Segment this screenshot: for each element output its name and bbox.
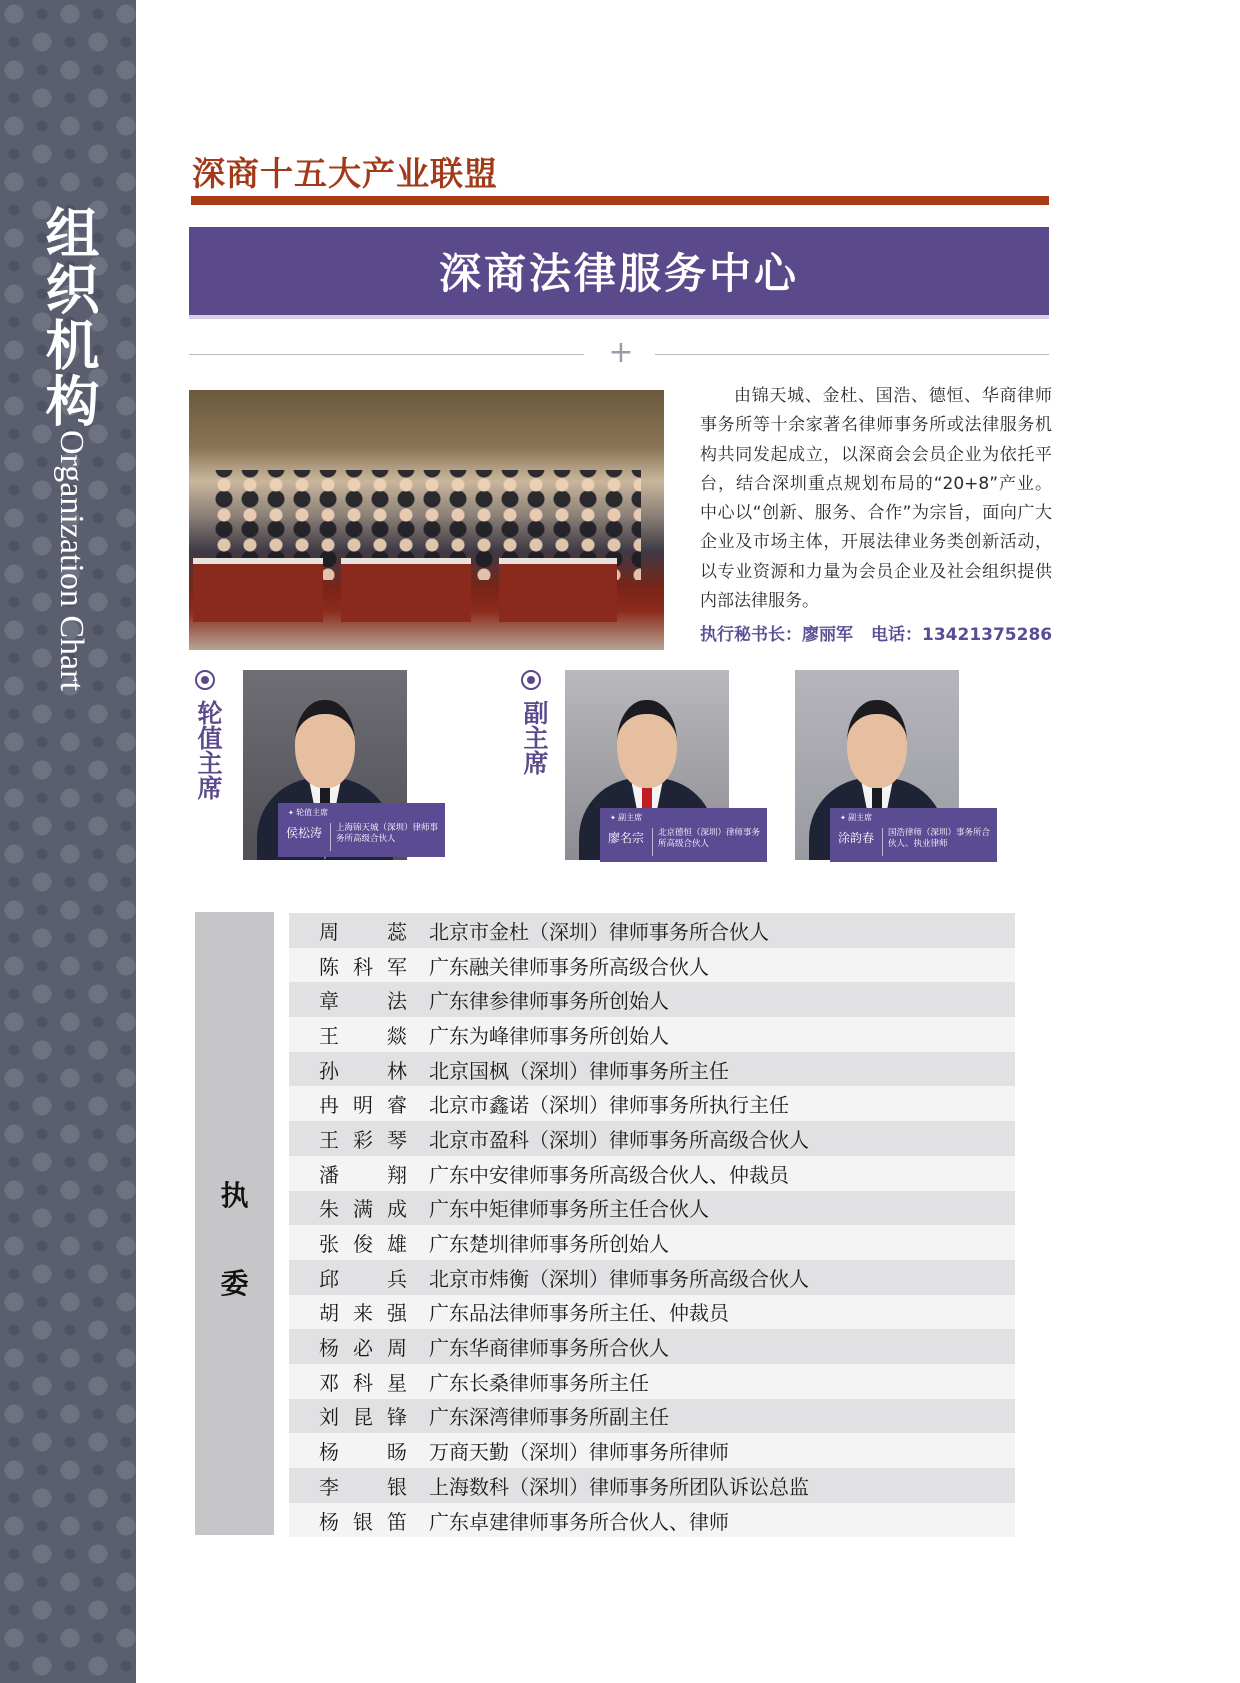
section-rule	[191, 196, 1049, 205]
member-org: 广东卓建律师事务所合伙人、律师	[429, 1509, 729, 1534]
member-name: 朱满成	[319, 1197, 407, 1222]
member-name: 冉明睿	[319, 1093, 407, 1118]
member-org: 广东华商律师事务所合伙人	[429, 1336, 669, 1361]
caption-name: 侯松涛	[286, 826, 323, 840]
banner-title: 深商法律服务中心	[438, 249, 799, 298]
caption-tag: ✦ 副主席	[610, 812, 642, 823]
caption-name: 涂韵春	[838, 831, 875, 845]
phone-number: 电话：13421375286	[871, 625, 1053, 645]
member-org: 广东品法律师事务所主任、仲裁员	[429, 1301, 729, 1326]
table-row	[289, 913, 1015, 948]
divider-left	[189, 354, 584, 355]
member-name: 邓科星	[319, 1370, 407, 1395]
member-name: 潘 翔	[319, 1162, 407, 1187]
member-name: 张俊雄	[319, 1232, 407, 1257]
caption-divider	[882, 828, 883, 856]
member-org: 北京市鑫诺（深圳）律师事务所执行主任	[429, 1093, 789, 1118]
member-name: 王彩琴	[319, 1127, 407, 1152]
member-org: 广东深湾律师事务所副主任	[429, 1405, 669, 1430]
caption-org: 国浩律师（深圳）事务所合伙人、执业律师	[888, 828, 991, 849]
executive-member-list	[289, 913, 1015, 1537]
role-label-vice-chair: 副主席	[520, 700, 549, 775]
caption-org: 上海锦天城（深圳）律师事务所高级合伙人	[336, 823, 439, 844]
member-name: 周 蕊	[319, 919, 407, 944]
member-name: 胡来强	[319, 1301, 407, 1326]
portrait-head	[847, 700, 907, 788]
member-name: 陈科军	[319, 954, 407, 979]
member-org: 广东为峰律师事务所创始人	[429, 1023, 669, 1048]
contact-line	[700, 620, 1052, 645]
member-name: 杨 旸	[319, 1440, 407, 1465]
member-org: 上海数科（深圳）律师事务所团队诉讼总监	[429, 1474, 809, 1499]
table-row	[289, 1364, 1015, 1399]
divider-right	[655, 354, 1049, 355]
member-name: 邱 兵	[319, 1266, 407, 1291]
member-name: 李 银	[319, 1474, 407, 1499]
member-org: 北京市盈科（深圳）律师事务所高级合伙人	[429, 1127, 809, 1152]
member-name: 章 法	[319, 989, 407, 1014]
table-row	[289, 1052, 1015, 1087]
table-row	[289, 1468, 1015, 1503]
table-row	[289, 1225, 1015, 1260]
table-row	[289, 1191, 1015, 1226]
executive-label-char: 委	[220, 1267, 249, 1300]
executive-label-char: 执	[220, 1179, 249, 1212]
table-row	[289, 1295, 1015, 1330]
target-icon	[195, 670, 215, 690]
group-photo-desk	[341, 558, 471, 622]
section-title: 深商十五大产业联盟	[192, 154, 498, 193]
table-row	[289, 1433, 1015, 1468]
member-name: 刘昆锋	[319, 1405, 407, 1430]
table-row	[289, 1017, 1015, 1052]
member-org: 广东中矩律师事务所主任合伙人	[429, 1197, 709, 1222]
member-name: 王 燚	[319, 1023, 407, 1048]
table-row	[289, 1121, 1015, 1156]
table-row	[289, 1156, 1015, 1191]
group-photo-desk	[193, 558, 323, 622]
member-name: 杨银笛	[319, 1509, 407, 1534]
caption-vice-chair-2	[830, 808, 997, 862]
table-row	[289, 982, 1015, 1017]
table-row	[289, 1260, 1015, 1295]
caption-divider	[652, 828, 653, 856]
sidebar-title-en: Organization Chart	[53, 430, 90, 691]
role-label-rotating-chair: 轮值主席	[194, 700, 223, 800]
member-org: 广东律参律师事务所创始人	[429, 989, 669, 1014]
member-org: 北京市炜衡（深圳）律师事务所高级合伙人	[429, 1266, 809, 1291]
caption-tag: ✦ 副主席	[840, 812, 872, 823]
table-row	[289, 1503, 1015, 1538]
caption-divider	[330, 823, 331, 851]
member-org: 广东楚圳律师事务所创始人	[429, 1232, 669, 1257]
table-row	[289, 1399, 1015, 1434]
member-name: 孙 林	[319, 1058, 407, 1083]
plus-icon: +	[608, 335, 634, 370]
group-photo	[189, 390, 664, 650]
executive-label-box	[195, 912, 274, 1535]
member-org: 北京国枫（深圳）律师事务所主任	[429, 1058, 729, 1083]
portrait-head	[617, 700, 677, 788]
sidebar-title-cn: 组织机构	[37, 205, 101, 429]
table-row	[289, 1329, 1015, 1364]
member-org: 广东中安律师事务所高级合伙人、仲裁员	[429, 1162, 789, 1187]
group-photo-desk	[499, 558, 617, 622]
member-name: 杨必周	[319, 1336, 407, 1361]
member-org: 北京市金杜（深圳）律师事务所合伙人	[429, 919, 769, 944]
table-row	[289, 948, 1015, 983]
caption-vice-chair-1	[600, 808, 767, 862]
member-org: 广东融关律师事务所高级合伙人	[429, 954, 709, 979]
member-org: 万商天勤（深圳）律师事务所律师	[429, 1440, 729, 1465]
caption-rotating-chair	[278, 803, 445, 857]
caption-name: 廖名宗	[608, 831, 645, 845]
secretary-general: 执行秘书长：廖丽军	[700, 625, 853, 645]
center-banner	[189, 227, 1049, 319]
caption-tag: ✦ 轮值主席	[288, 807, 328, 818]
member-org: 广东长桑律师事务所主任	[429, 1370, 649, 1395]
portrait-head	[295, 700, 355, 788]
target-icon	[521, 670, 541, 690]
caption-org: 北京德恒（深圳）律师事务所高级合伙人	[658, 828, 761, 849]
table-row	[289, 1086, 1015, 1121]
center-description: 由锦天城、金杜、国浩、德恒、华商律师事务所等十余家著名律师事务所或法律服务机构共同发起成立，以深商会会员企业为依托平台，结合深圳重点规划布局的“20+8”产业。中心以“创新、服务、合作”为宗旨，面向广大企业及市场主体，开展法律业务类创新活动，以专业资源和力量为会员企业及社会组织提供内部法律服务。	[700, 386, 1052, 612]
